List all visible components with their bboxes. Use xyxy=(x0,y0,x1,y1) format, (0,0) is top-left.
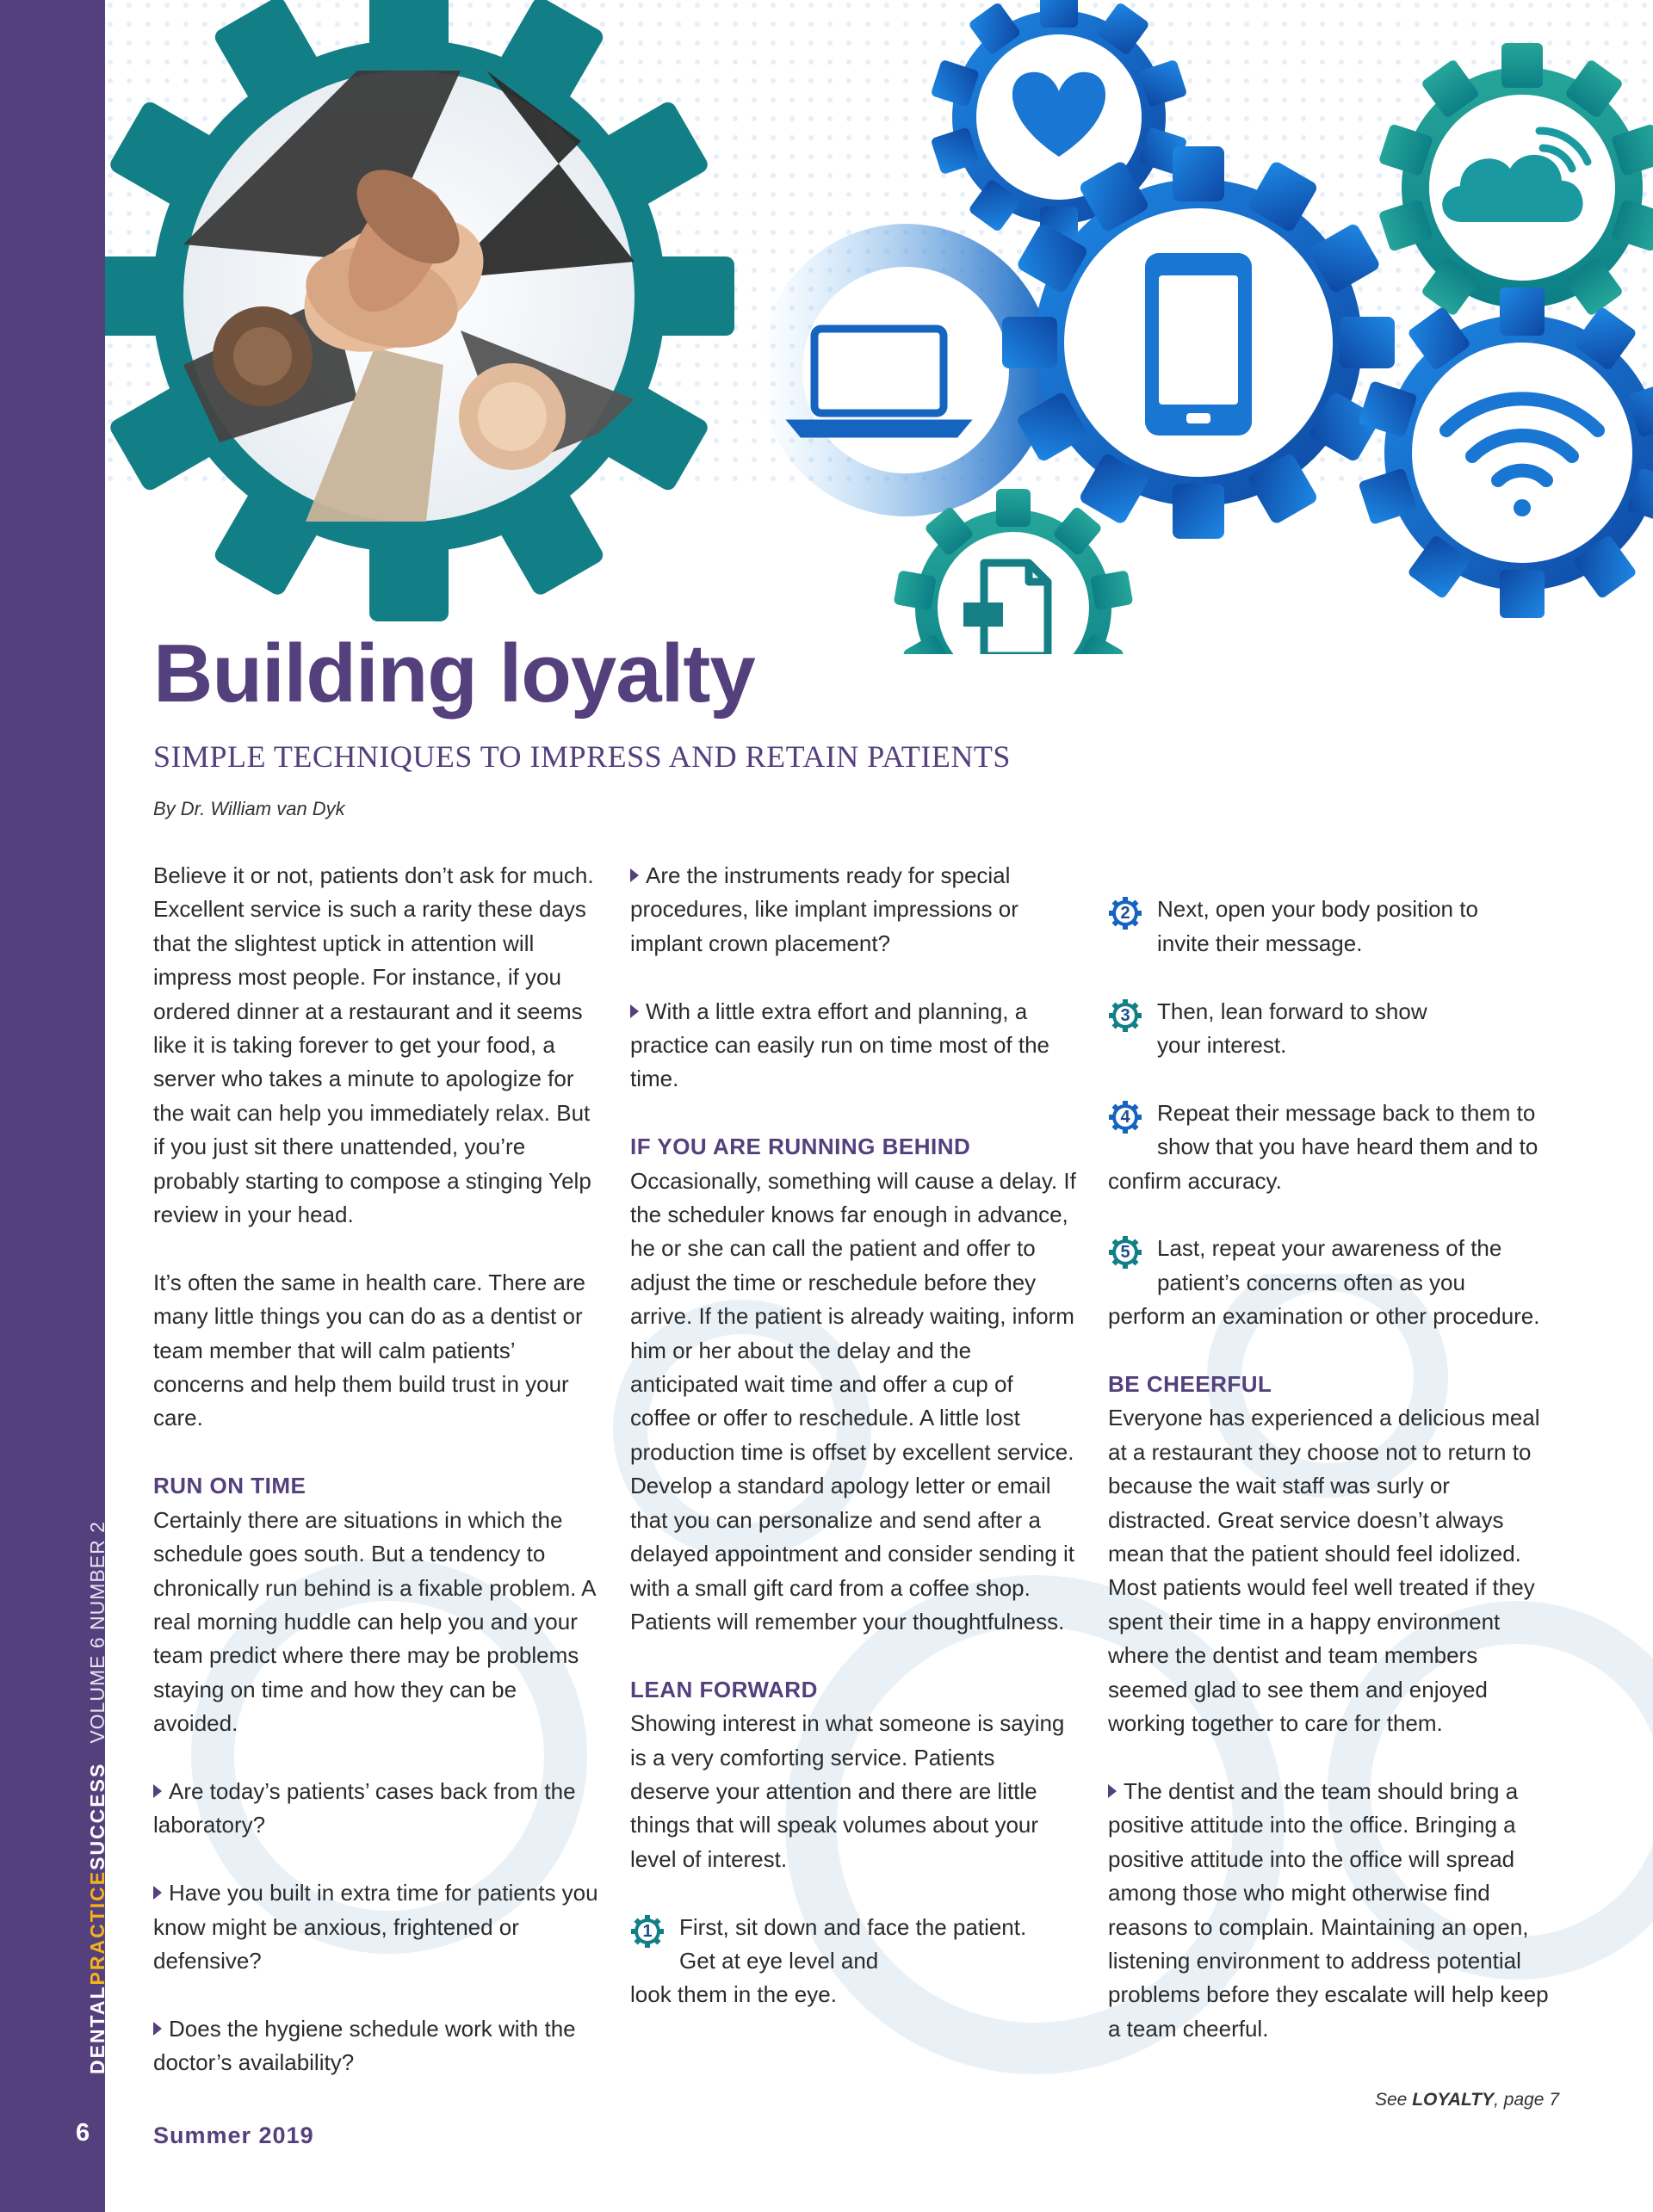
gear-number-icon: 5 xyxy=(1108,1235,1142,1270)
body-paragraph: Believe it or not, patients don’t ask for much. Excellent service is such a rarity these days that the slightest uptick in attention will impress most people. For instance, if you ordered dinner at a restaurant and it seems like it is taking forever to get your food, a server who takes a minute to apologize for the wait can help you immediately relax. But if you just sit there unattended, you’re probably starting to compose a stinging Yelp review in your head. xyxy=(153,862,594,1228)
numbered-step: 5 Last, repeat your awareness of the patient’s concerns often as you perform an examination or other procedure. xyxy=(1108,1235,1540,1330)
body-paragraph: Everyone has experienced a delicious meal at a restaurant they choose not to return to because the wait staff was surly or distracted. Great service doesn’t always mean that the patient should feel idolized. Most patients would feel well treated if they spent their time in a happy environment where the dentist and team members seemed glad to see them and enjoyed working together to care for them. xyxy=(1108,1405,1540,1737)
bullet-item: With a little extra effort and planning, a practice can easily run on time most of the time. xyxy=(630,998,1050,1092)
numbered-step: 3 Then, lean forward to show your interest. xyxy=(1108,995,1556,1063)
body-paragraph: It’s often the same in health care. There are many little things you can do as a dentist or team member that will calm patients’ concerns and help them build trust in your care. xyxy=(153,1269,585,1431)
bullet-arrow-icon xyxy=(153,2022,162,2036)
body-paragraph: Certainly there are situations in which the schedule goes south. But a tendency to chronically run behind is a fixable problem. A real morning huddle can help you and your team predict where there may be problems staying on time and how they can be avoided. xyxy=(153,1506,596,1737)
gear-number-icon: 1 xyxy=(630,1914,665,1949)
hero-gears-illustration xyxy=(105,0,1653,654)
continued-on-link[interactable]: See LOYALTY, page 7 xyxy=(1375,2090,1559,2110)
article-subtitle: SIMPLE TECHNIQUES TO IMPRESS AND RETAIN PATIENTS xyxy=(153,739,1011,774)
article-column-3 xyxy=(1108,859,1556,2080)
bullet-arrow-icon xyxy=(153,1886,162,1900)
numbered-step: 4 Repeat their message back to them to show that you have heard them and to confirm accuracy. xyxy=(1108,1099,1538,1194)
volume-label: VOLUME 6 NUMBER 2 xyxy=(86,1521,108,1744)
numbered-step: 2 Next, open your body position to invite their message. xyxy=(1108,893,1556,961)
article-column-1 xyxy=(153,859,601,2114)
pub-name-success: SUCCESS xyxy=(86,1762,108,1870)
section-heading: BE CHEERFUL xyxy=(1108,1371,1272,1398)
bullet-arrow-icon xyxy=(630,868,639,882)
article-title: Building loyalty xyxy=(153,627,755,720)
issue-season: Summer 2019 xyxy=(153,2122,314,2148)
bullet-item: Are the instruments ready for special procedures, like implant impressions or implant crown placement? xyxy=(630,862,1018,956)
section-heading: IF YOU ARE RUNNING BEHIND xyxy=(630,1134,971,1160)
gear-number-icon: 2 xyxy=(1108,896,1142,930)
bullet-item: Are today’s patients’ cases back from the laboratory? xyxy=(153,1777,576,1838)
article-column-2 xyxy=(630,859,1078,2012)
pub-name-practice: PRACTICE xyxy=(86,1869,108,1986)
gear-number-icon: 4 xyxy=(1108,1100,1142,1134)
numbered-step: 1 First, sit down and face the patient. Get at eye level and look them in the eye. xyxy=(630,1913,1027,2008)
section-heading: RUN ON TIME xyxy=(153,1473,306,1499)
bullet-arrow-icon xyxy=(630,1004,639,1018)
body-paragraph: Occasionally, something will cause a delay. If the scheduler knows far enough in advance, he or she can call the patient and offer to adjust the time or reschedule before they arrive. If the patient is already waiting, inform him or her about the delay and the anticipated wait time and offer a cup of coffee or offer to reschedule. A little lost production time is offset by excellent service. Develop a standard apology letter or email that you can personalize and send after a delayed appointment and consider sending it with a small gift card from a coffee shop. Patients will remember your thoughtfulness. xyxy=(630,1167,1076,1634)
body-paragraph: Showing interest in what someone is saying is a very comforting service. Patients deserve your attention and there are little things that will speak volumes about your level of interest. xyxy=(630,1710,1065,1872)
bullet-item: The dentist and the team should bring a positive attitude into the office. Bringing a positive attitude into the office will spread among those who might otherwise find reasons to complain. Maintaining an open, listening environment to address potential problems before they escalate will help keep a team cheerful. xyxy=(1108,1777,1549,2042)
bullet-arrow-icon xyxy=(1108,1784,1117,1798)
bullet-item: Does the hygiene schedule work with the doctor’s availability? xyxy=(153,2015,576,2076)
section-heading: LEAN FORWARD xyxy=(630,1676,818,1702)
pub-name-dental: DENTAL xyxy=(86,1985,108,2074)
page-number: 6 xyxy=(76,2119,90,2147)
smartphone-icon xyxy=(1145,253,1252,436)
article-byline: By Dr. William van Dyk xyxy=(153,798,345,819)
faded-gear xyxy=(759,224,1052,516)
bullet-item: Have you built in extra time for patients you know might be anxious, frightened or defensive? xyxy=(153,1880,598,1974)
gear-number-icon: 3 xyxy=(1108,998,1142,1033)
bullet-arrow-icon xyxy=(153,1784,162,1798)
